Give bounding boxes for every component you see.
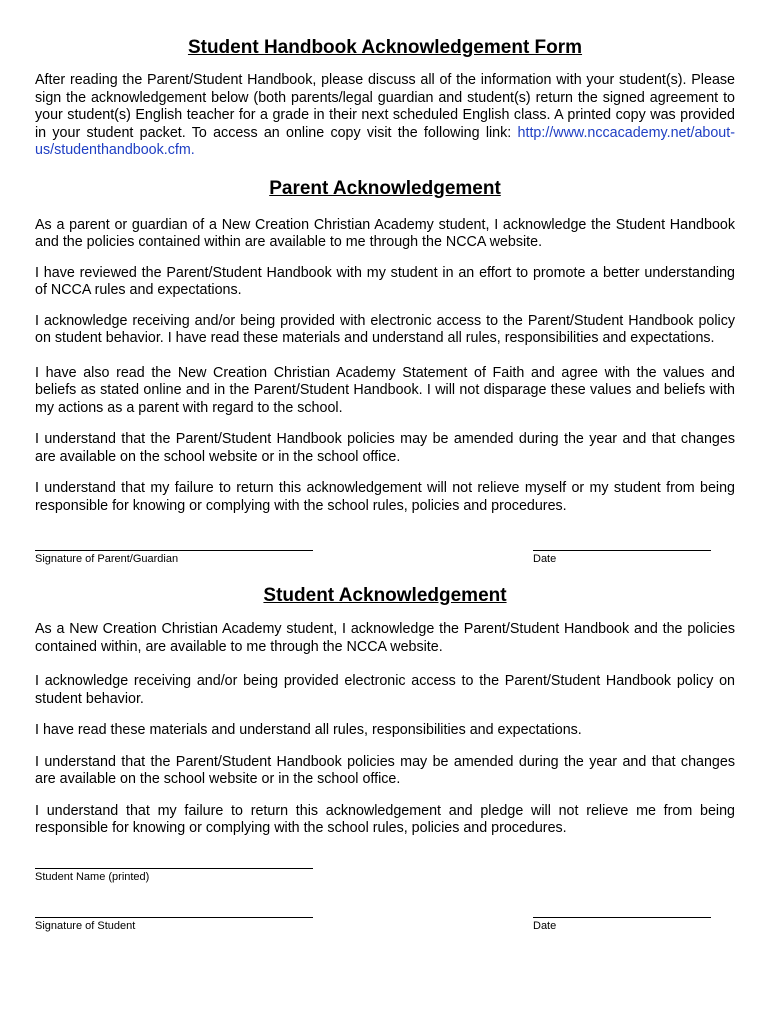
student-signature-row (35, 917, 735, 947)
student-heading: Student Acknowledgement (263, 585, 507, 606)
student-paragraph-1: As a New Creation Christian Academy student, I acknowledge the Parent/Student Handbook and the policies contained within, are available to me through the NCCA website. (35, 621, 735, 655)
parent-date-label: Date (533, 553, 557, 565)
student-paragraph-2: I acknowledge receiving and/or being provided electronic access to the Parent/Student Handbook policy on student behavior. (35, 673, 735, 707)
intro-text: After reading the Parent/Student Handbook, please discuss all of the information with your student(s). Please sign the acknowledgement below (both parents/legal guardian and student(s) return the signed agreement to your student(s) English teacher for a grade in their next scheduled English class. A printed copy was provided in your student packet. To access an online copy visit the following link: (35, 72, 735, 141)
handbook-link[interactable]: http://www.nccacademy.net/about-us/studenthandbook.cfm. (35, 124, 735, 158)
intro-paragraph (35, 72, 735, 160)
form-page (35, 36, 735, 947)
parent-paragraph-3: I acknowledge receiving and/or being provided with electronic access to the Parent/Student Handbook policy on student behavior. I have read these materials and understand all rules, responsibilities and expectations. (35, 312, 735, 346)
student-date-line[interactable] (533, 917, 711, 918)
parent-date-line[interactable] (533, 550, 711, 551)
student-signature-line[interactable] (35, 917, 313, 918)
student-signature-label: Signature of Student (35, 919, 136, 932)
parent-paragraph-4: I have also read the New Creation Christian Academy Statement of Faith and agree with the values and beliefs as stated online and in the Parent/Student Handbook. I will not disparage these values and beliefs with my actions as a parent with regard to the school. (35, 364, 735, 416)
student-paragraph-3: I have read these materials and understand all rules, responsibilities and expectations. (35, 722, 582, 738)
parent-signature-line[interactable] (35, 550, 313, 551)
parent-signature-row (35, 550, 735, 580)
student-name-row (35, 868, 735, 898)
parent-signature-label: Signature of Parent/Guardian (35, 553, 179, 565)
student-date-label: Date (533, 919, 557, 932)
page-title: Student Handbook Acknowledgement Form (187, 37, 583, 58)
student-paragraph-4: I understand that the Parent/Student Handbook policies may be amended during the year and that changes are available on the school website or in the school office. (35, 753, 735, 787)
student-paragraph-5: I understand that my failure to return this acknowledgement and pledge will not relieve me from being responsible for knowing or complying with the school rules, policies and procedures. (35, 802, 735, 836)
parent-heading: Parent Acknowledgement (269, 177, 501, 199)
parent-paragraph-6: I understand that my failure to return this acknowledgement will not relieve myself or my student from being responsible for knowing or complying with the school rules, policies and procedures. (35, 480, 735, 514)
student-name-line[interactable] (35, 868, 313, 869)
parent-paragraph-1: As a parent or guardian of a New Creation Christian Academy student, I acknowledge the Student Handbook and the policies contained within are available to me through the NCCA website. (35, 216, 735, 250)
student-name-label: Student Name (printed) (35, 870, 150, 883)
parent-paragraph-5: I understand that the Parent/Student Handbook policies may be amended during the year and that changes are available on the school website or in the school office. (35, 431, 735, 465)
parent-paragraph-2: I have reviewed the Parent/Student Handbook with my student in an effort to promote a better understanding of NCCA rules and expectations. (35, 264, 735, 298)
